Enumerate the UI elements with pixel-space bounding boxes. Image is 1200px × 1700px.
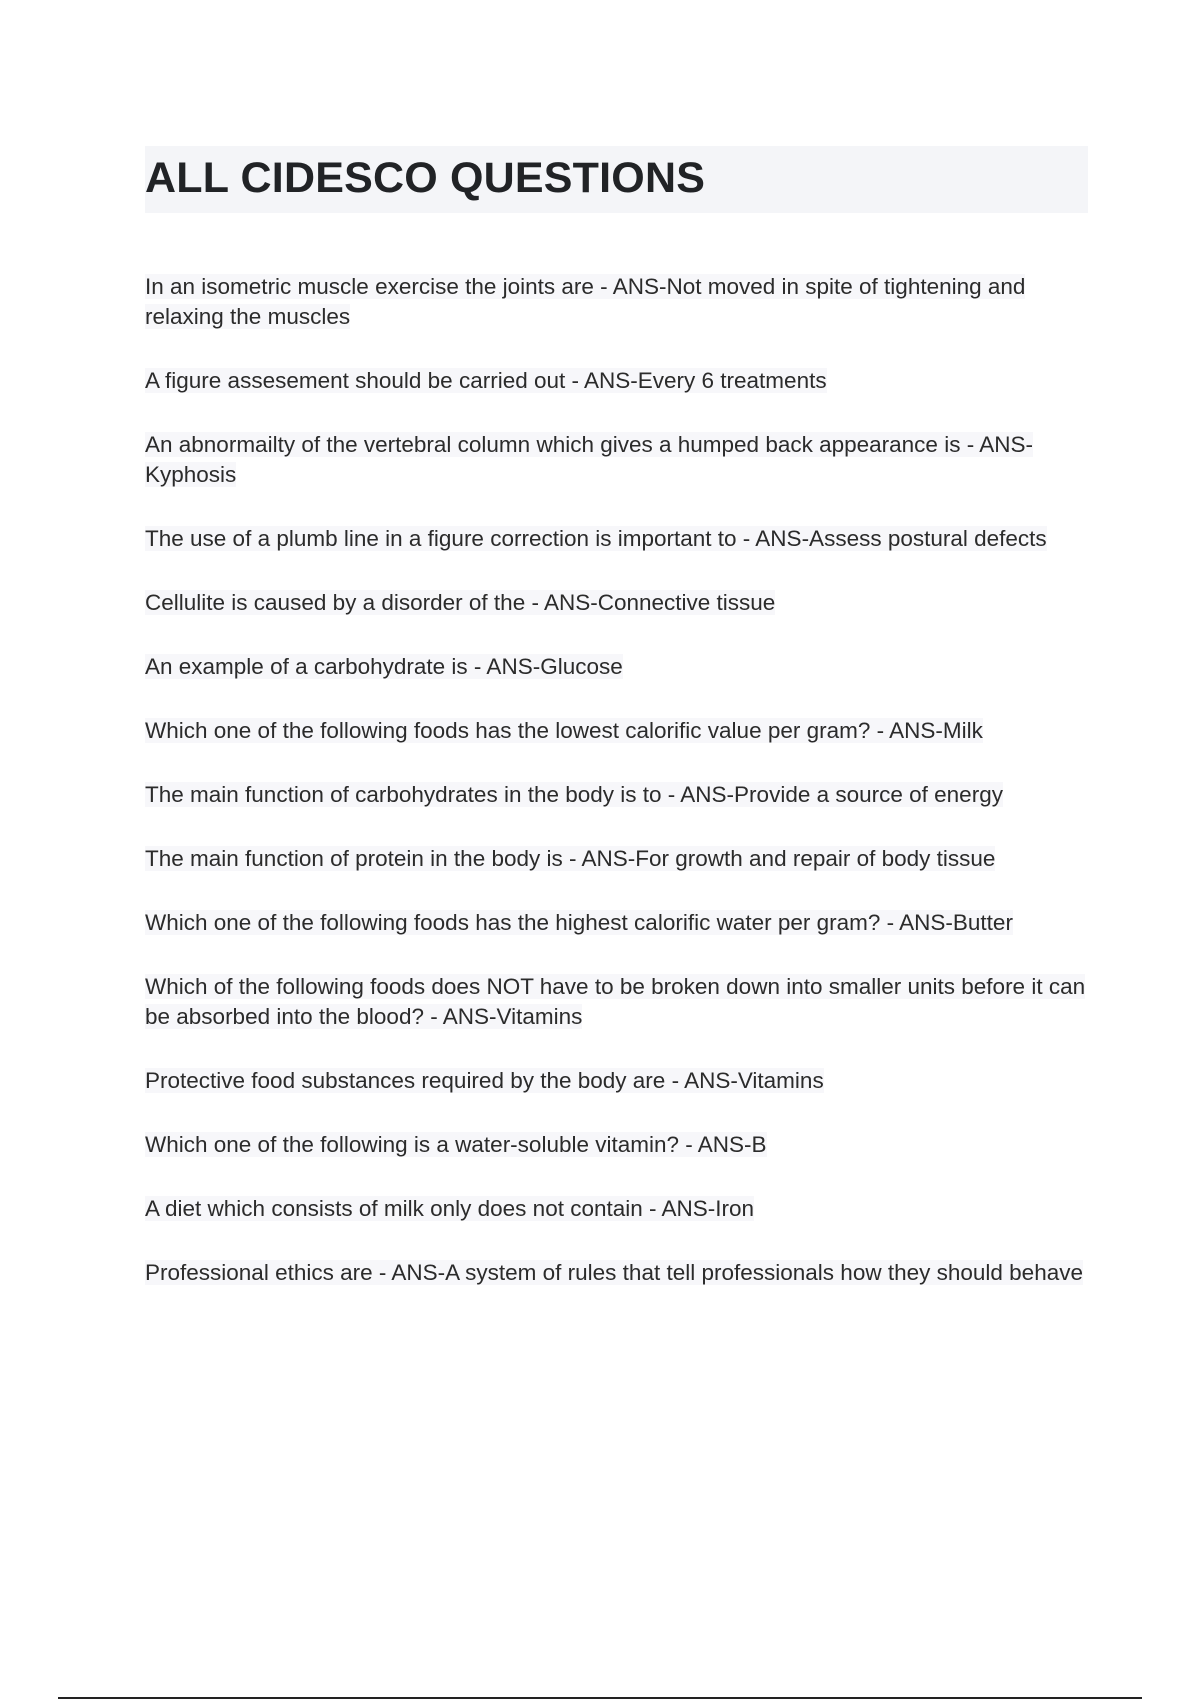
question-item xyxy=(145,972,1090,1032)
question-item xyxy=(145,430,1090,490)
question-text: An example of a carbohydrate is - ANS-Glucose xyxy=(145,654,623,679)
question-item xyxy=(145,588,1090,618)
question-text: A diet which consists of milk only does not contain - ANS-Iron xyxy=(145,1196,755,1221)
question-item xyxy=(145,1130,1090,1160)
question-text: Protective food substances required by the body are - ANS-Vitamins xyxy=(145,1068,824,1093)
page-title: ALL CIDESCO QUESTIONS xyxy=(145,154,706,202)
question-text: Professional ethics are - ANS-A system of rules that tell professionals how they should behave xyxy=(145,1260,1083,1285)
question-text: The main function of protein in the body is - ANS-For growth and repair of body tissue xyxy=(145,846,996,871)
question-text: An abnormailty of the vertebral column which gives a humped back appearance is - ANS-Kyphosis xyxy=(145,432,1033,487)
question-text: The main function of carbohydrates in the body is to - ANS-Provide a source of energy xyxy=(145,782,1003,807)
question-text: A figure assesement should be carried out - ANS-Every 6 treatments xyxy=(145,368,827,393)
footer-divider xyxy=(58,1697,1142,1699)
question-text: Cellulite is caused by a disorder of the - ANS-Connective tissue xyxy=(145,590,776,615)
question-text: Which one of the following foods has the lowest calorific value per gram? - ANS-Milk xyxy=(145,718,983,743)
question-text: The use of a plumb line in a figure correction is important to - ANS-Assess postural defects xyxy=(145,526,1047,551)
question-item xyxy=(145,844,1090,874)
question-text: In an isometric muscle exercise the joints are - ANS-Not moved in spite of tightening and relaxing the muscles xyxy=(145,274,1026,329)
question-item xyxy=(145,1194,1090,1224)
question-item xyxy=(145,780,1090,810)
question-text: Which of the following foods does NOT have to be broken down into smaller units before it can be absorbed into the blood? - ANS-Vitamins xyxy=(145,974,1086,1029)
question-text: Which one of the following foods has the highest calorific water per gram? - ANS-Butter xyxy=(145,910,1013,935)
title-band xyxy=(145,146,1088,213)
question-list xyxy=(145,272,1090,1322)
question-item xyxy=(145,272,1090,332)
question-text: Which one of the following is a water-soluble vitamin? - ANS-B xyxy=(145,1132,767,1157)
question-item xyxy=(145,1258,1090,1288)
question-item xyxy=(145,366,1090,396)
question-item xyxy=(145,524,1090,554)
question-item xyxy=(145,716,1090,746)
question-item xyxy=(145,1066,1090,1096)
question-item xyxy=(145,652,1090,682)
question-item xyxy=(145,908,1090,938)
